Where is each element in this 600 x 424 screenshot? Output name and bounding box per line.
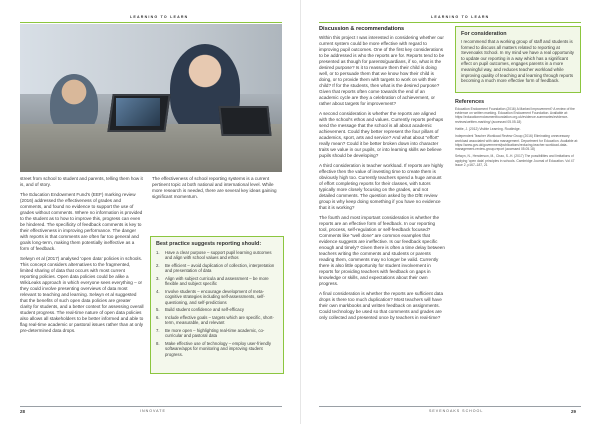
page-number: 29 xyxy=(571,409,576,414)
paragraph: A second consideration is whether the reports are aligned with the school's ethos and values. Currently reports perhaps send the message that the school is all about academic achievement. Could they better represent the four pillars of academics, sport, arts and service? And what about "effort" really mean? Could it be better broken down into character traits we value in our pupils, or into learning skills we believe pupils should be developing? xyxy=(319,111,444,158)
list-item: 8. Make effective use of technology – employ user-friendly software/apps for monitoring and improving student progress. xyxy=(156,341,271,357)
head-rule xyxy=(319,22,581,23)
reference-item: Education Endowment Foundation (2016) A Marked Improvement? A review of the evidence on written marking. Education Endowment Foundation. Available at: https://educationendowmentfoundation.org.uk/evidence-summaries/evidence-reviews/written-marking/ (accessed 05.05.18) xyxy=(455,106,575,124)
footer-rule xyxy=(20,406,282,407)
best-practice-title: Best practice suggests reporting should: xyxy=(156,241,262,247)
references xyxy=(455,99,581,168)
list-item: 7. Be more open – highlighting real-time academic, co-curricular and pastoral data xyxy=(156,328,265,339)
head-rule xyxy=(20,22,282,23)
running-head: LEARNING TO LEARN xyxy=(130,15,189,19)
list-item: 2. Be efficient – avoid duplication of collection, interpretation and presentation of data xyxy=(156,263,275,274)
best-practice-list xyxy=(156,250,278,357)
footer-label: SEVENOAKS SCHOOL xyxy=(429,409,484,413)
list-item: 4. Involve students – encourage development of meta-cognitive strategies including self-assessments, self-questioning, and self-predictions xyxy=(156,289,265,305)
right-page xyxy=(300,0,600,424)
paragraph: Within this project I was interested in considering whether our current system could be more effective with regard to improving pupil outcomes. One of the first key considerations to be addressed is who the reports are for. Reports tend to be presented as though for parents/guardians, if so, what is the desired purpose? Is it to reassure them their child is doing well, or to persuade them that we know how their child is doing, or to provide them with targets to work on with their child? If for the students, then what is the desired purpose? Given that reports often come towards the end of an academic cycle are they a celebration of achievement, or rather about targets for improvement? xyxy=(319,35,445,106)
paragraph: The fourth and most important consideration is whether the reports are an effective form of feedback. In our reporting tool, process, self-regulation or self-feedback focused? Comments like "well done" are common examples that evidence suggests are ineffective. Is our feedback specific enough and timely? Given there is often a time delay between teachers writing the comments and students or parents reading them, comments may no longer be valid. Currently there is also little opportunity for student involvement in reports for providing teachers with feedback on gaps in knowledge or skills, and expectations about their own progress. xyxy=(319,215,445,286)
paragraph: The Education Endowment Fund's (EEF) marking review (2016) addressed the effectiveness of grades and comments, and found no evidence to support the use of grades without comments. Where no information is provided to the student as to how to improve this, progress can even be hindered. The specificity of feedback comments is key to their effectiveness in improving performance. The danger with reports is that comments are often far too general and goals long-term, making them potentially ineffective as a form of feedback. xyxy=(20,192,143,251)
consideration-title: For consideration xyxy=(461,31,507,37)
paragraph: The effectiveness of school reporting systems is a current pertinent topic at both national and international level. While more research is needed, there are several key ideas gaining significant momentum. xyxy=(152,176,277,199)
page-number: 28 xyxy=(20,409,25,414)
paragraph: Selwyn et al (2017) analysed 'open data' policies in schools. This concept considers alternatives to the fragmented, limited sharing of data that occurs with most current reporting policies. Open data policies could be alike a WikiLeaks approach in which everyone sees everything – or they could involve presenting overviews of data most relevant to teaching and learning. Selwyn et al suggested that the benefits of such open data policies are greater clarity for students, and a better context for assessing overall student progress. The real-time nature of open data policies also allows all stakeholders to be better informed and able to flag real-time academic or pastoral issues rather than at only pre-determined data drops. xyxy=(20,256,144,333)
reference-item: Selwyn, N., Henderson, M., Chao, S.-H. (2017) The possibilities and limitations of applying 'open data' principles in schools. Cambridge Journal of Education. Vol 47 Issue 2, p167–187, 21 xyxy=(455,154,575,168)
list-item: 1. Have a clear purpose – support pupil learning outcomes and align with school values and ethos xyxy=(156,250,272,261)
classroom-photo xyxy=(20,24,282,172)
reference-item: Independent Teacher Workload Review Group (2016) Eliminating unnecessary workload associated with data management. Department for Education. Available at: https://www.gov.uk/government/publications/reducing-teacher-workload-data-management-review-group-report (accessed 05.05.18) xyxy=(455,134,579,152)
list-item: 6. Include effective goals – targets which are specific, short-term, measurable, and relevant xyxy=(156,315,274,326)
consideration-box xyxy=(455,26,581,93)
footer-label: INNOVATE xyxy=(140,409,166,413)
left-column-1 xyxy=(20,176,144,338)
consideration-text: I recommend that a working group of staff and students is formed to discuss all matters related to reporting at Sevenoaks School. In my mind we have a real opportunity to update our reporting in a way which has a significant effect on pupil outcomes, engages parents in a more meaningful way, and reduces teacher workload while improving quality of teaching and learning through reports becoming a much more effective form of feedback. xyxy=(461,39,574,84)
running-head: LEARNING TO LEARN xyxy=(431,15,490,19)
references-title: References xyxy=(455,98,485,105)
footer-rule xyxy=(319,406,581,407)
left-column-2 xyxy=(152,176,282,204)
right-column-1 xyxy=(319,26,445,325)
right-column-2 xyxy=(455,26,581,170)
section-heading: Discussion & recommendations xyxy=(319,26,405,32)
best-practice-box xyxy=(150,236,284,374)
paragraph: street from school to student and parents, telling them how it is, and of story. xyxy=(20,176,143,187)
paragraph: A final consideration is whether the reports are sufficient data drops is there too much duplication? Most teachers will have their own markbooks and written feedback on assignments. Could technology be used so that comments and grades are only collected and presented once by teachers in real-time? xyxy=(319,291,444,320)
list-item: 5. Build student confidence and self-efficacy xyxy=(156,307,244,313)
paragraph: A third consideration is teacher workload. If reports are highly effective then the value of investing time to create them is obviously high too. Currently teachers spend a huge amount of effort completing reports for their classes, with tutors typically more closely focusing on the grades, and not detailed comments. The question asked by the DfE review group is why keep doing something if you have no evidence that it is working? xyxy=(319,163,444,210)
reference-item: Hattie, J. (2012) Visible Learning. Routledge. xyxy=(455,126,521,131)
list-item: 3. Align with subject curricula and assessment – be more flexible and subject specific xyxy=(156,276,269,287)
